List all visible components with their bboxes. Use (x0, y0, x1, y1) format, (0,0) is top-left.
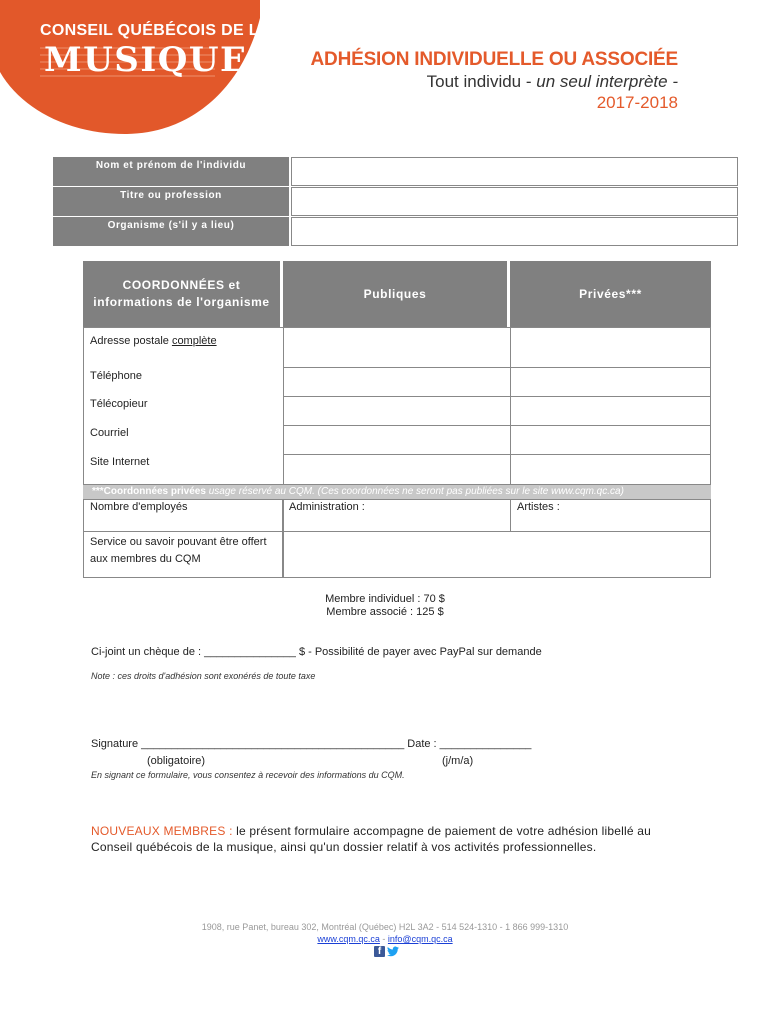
footer-address: 1908, rue Panet, bureau 302, Montréal (Québec) H2L 3A2 - 514 524-1310 - 1 866 999-1310 (201, 922, 569, 932)
website-public-field[interactable] (283, 454, 511, 485)
fee-associate: Membre associé : 125 $ (326, 606, 444, 618)
tax-note: Note : ces droits d'adhésion sont exonérés de toute taxe (91, 671, 316, 681)
service-line1: Service ou savoir pouvant être offert (90, 536, 267, 548)
adresse-underlined: complète (171, 335, 217, 347)
signature-obligatoire: (obligatoire) (147, 755, 206, 767)
identity-label: Organisme (s'il y a lieu) (53, 217, 289, 246)
facebook-icon[interactable]: f (374, 946, 385, 957)
row-label-site: Site Internet (90, 456, 150, 468)
private-note (92, 486, 624, 497)
date-format: (j/m/a) (442, 755, 474, 767)
row-label-employes: Nombre d'employés (90, 501, 188, 513)
identity-label: Titre ou profession (53, 187, 289, 216)
subtitle-prefix: Tout individu - (426, 72, 537, 91)
header-publiques: Publiques (283, 261, 507, 327)
footer-separator: - (379, 934, 388, 944)
telephone-private-field[interactable] (510, 367, 711, 397)
adresse-private-field[interactable] (510, 327, 711, 368)
logo-line2: MUSIQUE (44, 40, 248, 80)
header-coordonnees-line2: informations de l'organisme (93, 295, 270, 309)
adresse-public-field[interactable] (283, 327, 511, 368)
twitter-icon[interactable] (387, 946, 399, 957)
footer-links (0, 934, 770, 944)
row-label-telephone: Téléphone (90, 370, 142, 382)
new-members-text2: Conseil québécois de la musique, ainsi qu'un dossier relatif à vos activités professionnelles. (91, 840, 597, 854)
service-line2: aux membres du CQM (90, 553, 201, 565)
row-label-telecopieur: Télécopieur (90, 398, 148, 410)
new-members-label: NOUVEAUX MEMBRES : (91, 824, 233, 838)
email-public-field[interactable] (283, 425, 511, 455)
consent-note: En signant ce formulaire, vous consentez à recevoir des informations du CQM. (91, 770, 405, 780)
email-link[interactable]: info@cqm.qc.ca (387, 934, 453, 944)
title-field[interactable] (291, 187, 738, 216)
form-title: ADHÉSION INDIVIDUELLE OU ASSOCIÉE (310, 49, 678, 70)
website-link[interactable]: www.cqm.qc.ca (317, 934, 380, 944)
private-note-bold: ***Coordonnées privées (92, 486, 206, 497)
artistes-label: Artistes : (517, 501, 560, 513)
organization-field[interactable] (291, 217, 738, 246)
logo-line1: CONSEIL QUÉBÉCOIS DE LA (40, 22, 271, 39)
form-subtitle (427, 72, 678, 92)
header-coordonnees-line1: COORDONNÉES et (122, 278, 241, 292)
row-label-service (90, 534, 267, 568)
fax-public-field[interactable] (283, 396, 511, 426)
identity-label: Nom et prénom de l'individu (53, 157, 289, 186)
new-members-text1: le présent formulaire accompagne de paiement de votre adhésion libellé au (232, 824, 652, 838)
private-note-rest: usage réservé au CQM. (Ces coordonnées ne seront pas publiées sur le site www.cqm.qc.ca) (205, 486, 624, 497)
administration-label: Administration : (289, 501, 365, 513)
row-label-courriel: Courriel (90, 427, 129, 439)
form-year: 2017-2018 (596, 93, 678, 112)
header-privees: Privées*** (510, 261, 711, 327)
identity-row (53, 217, 738, 246)
cheque-line[interactable]: Ci-joint un chèque de : _______________ $ - Possibilité de payer avec PayPal sur demande (91, 646, 542, 658)
cqm-logo (0, 0, 271, 136)
subtitle-italic: un seul interprète - (536, 72, 678, 91)
website-private-field[interactable] (510, 454, 711, 485)
identity-row (53, 157, 738, 186)
service-field[interactable] (283, 531, 711, 578)
adresse-prefix: Adresse postale (90, 335, 172, 347)
signature-line[interactable]: Signature ___________________________________________ Date : _______________ (91, 738, 532, 750)
identity-row (53, 187, 738, 216)
fax-private-field[interactable] (510, 396, 711, 426)
social-icons (374, 946, 400, 958)
email-private-field[interactable] (510, 425, 711, 455)
fee-individual: Membre individuel : 70 $ (325, 593, 445, 605)
new-members-paragraph (91, 823, 651, 855)
header-coordonnees (83, 261, 280, 327)
row-label-adresse (90, 335, 217, 347)
name-field[interactable] (291, 157, 738, 186)
telephone-public-field[interactable] (283, 367, 511, 397)
